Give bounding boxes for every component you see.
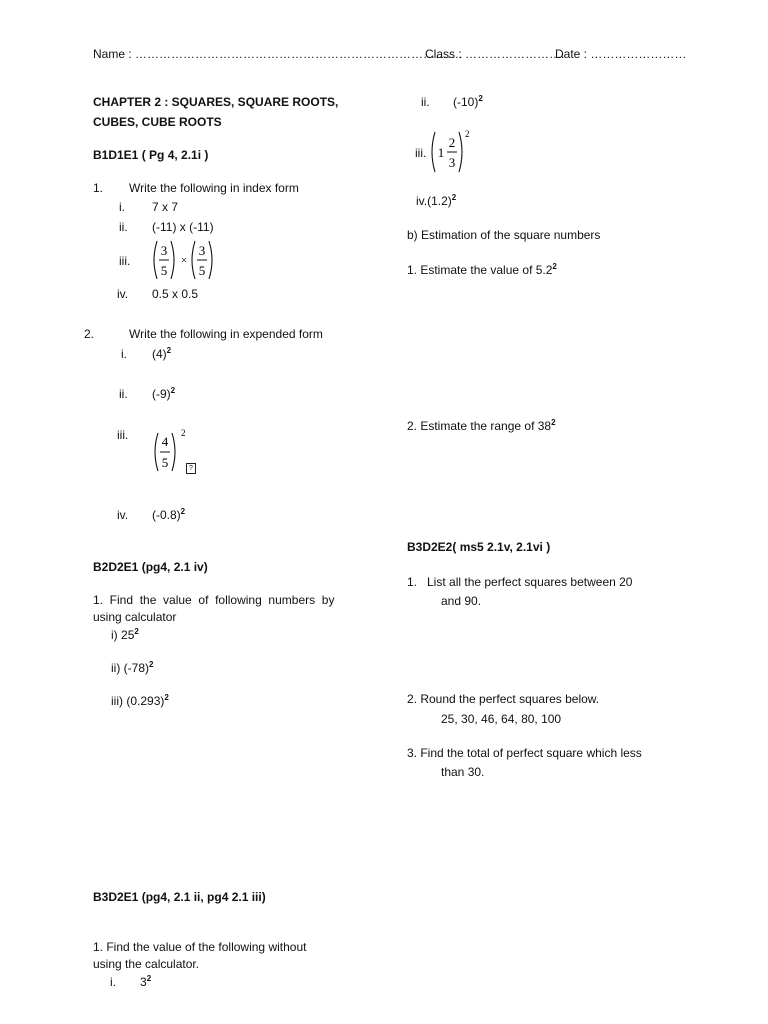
question-text: 1. Find the value of following numbers by — [93, 593, 335, 607]
item-expression — [111, 660, 153, 676]
question-text: 3. Find the total of perfect square which less — [407, 746, 642, 760]
item-expression: 7 x 7 — [152, 200, 179, 214]
fraction-denominator: 3 — [448, 155, 456, 170]
item-label: ii. — [119, 387, 128, 401]
item-label: iii. — [119, 254, 131, 268]
fraction-denominator: 5 — [160, 263, 168, 278]
question-text: using calculator — [93, 610, 177, 624]
exponent: 2 — [134, 627, 139, 636]
item-label: iii. — [117, 428, 129, 442]
expression-base: (-9) — [152, 387, 171, 401]
expression-base: (-0.8) — [152, 508, 181, 522]
item-label: iii) — [111, 694, 123, 708]
item-expression: 0.5 x 0.5 — [152, 287, 199, 301]
section-heading-b2d2e1: B2D2E1 (pg4, 2.1 iv) — [93, 560, 208, 574]
name-field-label: Name : ………………………………………………………………………. — [93, 47, 463, 61]
section-heading-b1d1e1: B1D1E1 ( Pg 4, 2.1i ) — [93, 148, 209, 162]
item-label: i. — [121, 347, 127, 361]
exponent: 2 — [170, 386, 176, 395]
item-label: ii. — [421, 95, 430, 109]
item-label: i) — [111, 628, 118, 642]
exponent: 2 — [181, 428, 186, 438]
item-expression — [152, 507, 185, 523]
item-expression — [152, 386, 175, 402]
item-label: iv. — [117, 287, 129, 301]
question-text: Write the following in index form — [129, 181, 299, 195]
exponent: 2 — [552, 262, 557, 271]
item-expression: (-11) x (-11) — [152, 220, 214, 234]
exponent: 2 — [551, 418, 556, 427]
item-expression — [140, 974, 151, 990]
exponent: 2 — [478, 94, 483, 103]
expression-base: 3 — [140, 975, 147, 989]
question-text: using the calculator. — [93, 957, 200, 971]
item-label: ii. — [119, 220, 128, 234]
exponent: 2 — [149, 660, 154, 669]
fraction-denominator: 5 — [161, 455, 169, 470]
estimation-question-2 — [407, 418, 556, 434]
question-text: than 30. — [441, 765, 485, 779]
question-text: Write the following in expended form — [129, 327, 323, 341]
exponent: 2 — [164, 693, 169, 702]
expression-base: (0.293) — [126, 694, 165, 708]
item-expression — [152, 346, 171, 362]
expression-base: 25 — [121, 628, 135, 642]
expression-base: (4) — [152, 347, 167, 361]
estimation-question-1 — [407, 262, 557, 278]
fraction-denominator: 5 — [198, 263, 206, 278]
fraction-numerator: 2 — [448, 135, 456, 150]
exponent: 2 — [180, 507, 186, 516]
class-field-label: Class : ……………………. — [425, 47, 565, 61]
fraction-numerator: 3 — [198, 243, 206, 258]
fraction-numerator: 3 — [160, 243, 168, 258]
date-field-label: Date : …………………… — [555, 47, 687, 61]
item-label: i. — [110, 975, 116, 989]
exponent: 2 — [166, 346, 172, 355]
number-list: 25, 30, 46, 64, 80, 100 — [441, 712, 562, 726]
chapter-title-line1: CHAPTER 2 : SQUARES, SQUARE ROOTS, — [93, 95, 339, 109]
question-text: 2. Estimate the range of 38 — [407, 419, 552, 433]
item-expression — [416, 193, 456, 209]
expression-base: (1.2) — [427, 194, 452, 208]
item-expression — [111, 693, 169, 709]
mixed-number-power-expression — [428, 128, 474, 176]
section-heading-b3d2e2: B3D2E2( ms5 2.1v, 2.1vi ) — [407, 540, 551, 554]
exponent: 2 — [146, 974, 152, 983]
exponent: 2 — [465, 129, 470, 139]
question-text: 1. List all the perfect squares between 20 — [407, 575, 633, 589]
fraction-numerator: 4 — [161, 434, 169, 449]
question-text: 2. Round the perfect squares below. — [407, 692, 600, 706]
estimation-heading: b) Estimation of the square numbers — [407, 228, 601, 242]
section-heading-b3d2e1: B3D2E1 (pg4, 2.1 ii, pg4 2.1 iii) — [93, 890, 266, 904]
expression-base: (-10) — [453, 95, 479, 109]
item-expression — [453, 94, 483, 110]
expression-base: (-78) — [123, 661, 150, 675]
multiply-sign: × — [180, 253, 188, 267]
question-text: 1. Estimate the value of 5.2 — [407, 263, 553, 277]
mixed-whole: 1 — [437, 145, 445, 160]
question-text: 1. Find the value of the following without — [93, 940, 307, 954]
fraction-product-expression — [150, 238, 216, 282]
missing-glyph-box: ? — [186, 463, 196, 474]
exponent: 2 — [451, 193, 457, 202]
item-label: i. — [119, 200, 125, 214]
item-label: iii. — [415, 146, 427, 160]
item-expression — [111, 627, 139, 643]
question-text: and 90. — [441, 594, 482, 608]
item-label: iv. — [117, 508, 129, 522]
chapter-title-line2: CUBES, CUBE ROOTS — [93, 115, 222, 129]
item-label: iv. — [416, 194, 428, 208]
question-number: 1. — [93, 181, 104, 195]
item-label: ii) — [111, 661, 121, 675]
question-number: 2. — [84, 327, 95, 341]
